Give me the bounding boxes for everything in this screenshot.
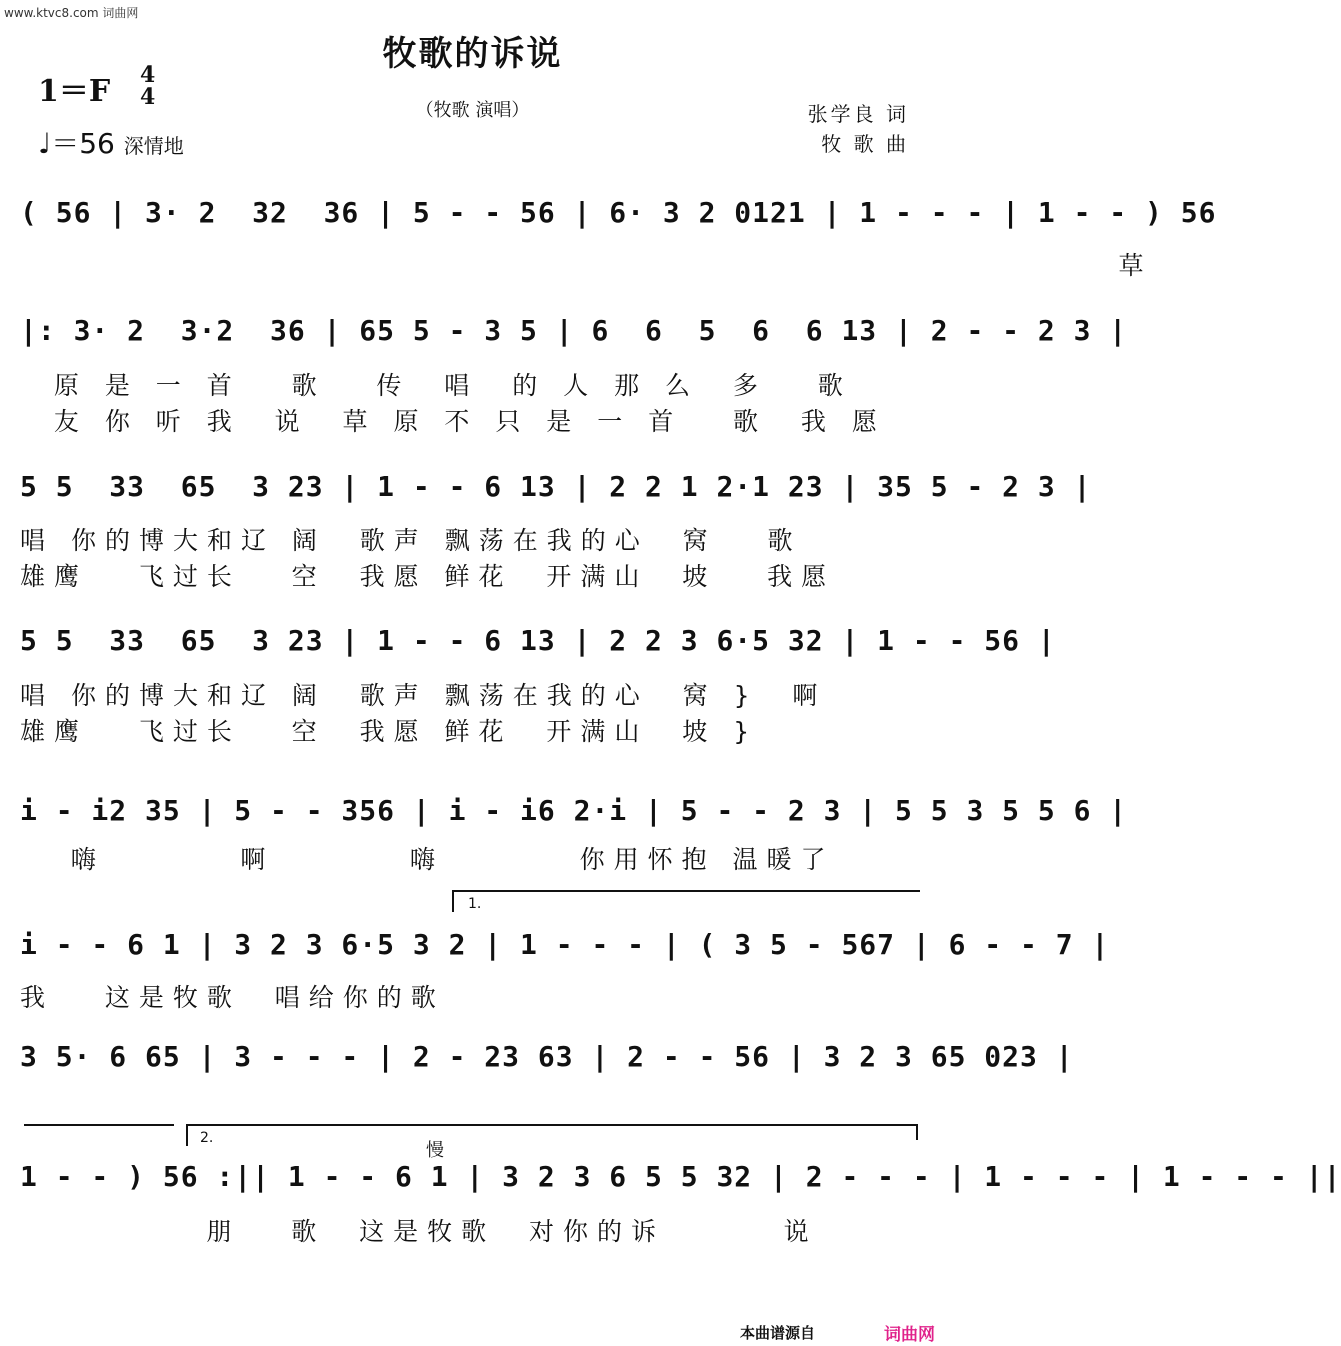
volta-2-hook (186, 1124, 188, 1146)
volta-1-continuation (24, 1124, 174, 1126)
footer-brand-logo[interactable]: 词曲网 (884, 1325, 935, 1345)
tempo-slow-mark: 慢 (426, 1140, 444, 1161)
volta-2-label: 2. (200, 1130, 214, 1146)
composer-credit: 牧 歌 曲 (821, 132, 909, 156)
score-line-2: |: 3· 2 3·2 36 | 65 5 - 3 5 | 6 6 5 6 6 13 | 2 - - 2 3 | (20, 314, 1128, 347)
score-line-5: i - i2 35 | 5 - - 356 | i - i6 2·i | 5 - - 2 3 | 5 5 3 5 5 6 | (20, 794, 1128, 827)
lyric-line-2a: 原 是 一 首 歌 传 唱 的 人 那 么 多 歌 (20, 371, 852, 400)
expression-mark: 深情地 (123, 134, 184, 158)
footer-source: 本曲谱源自 (740, 1324, 816, 1342)
site-watermark: www.ktvc8.com 词曲网 (4, 6, 139, 20)
key-signature: 1＝F (38, 74, 111, 109)
lyric-line-1a: 草 (0, 251, 1153, 280)
volta-2-end-hook (916, 1124, 918, 1140)
time-signature (140, 64, 155, 108)
performer-note: （牧歌 演唱） (415, 100, 530, 121)
lyric-line-3b: 雄鹰 飞过长 空 我愿 鲜花 开满山 坡 我愿 (20, 562, 836, 591)
lyric-line-4b: 雄鹰 飞过长 空 我愿 鲜花 开满山 坡 } (20, 717, 759, 746)
quarter-note-icon: ♩ (38, 127, 52, 160)
lyric-line-4a: 唱 你的博大和辽 阔 歌声 飘荡在我的心 窝 } 啊 (20, 681, 827, 710)
song-title: 牧歌的诉说 (382, 34, 563, 74)
time-top: 4 (140, 62, 156, 88)
volta-1-bracket (452, 890, 920, 892)
score-line-8: 1 - - ) 56 :|| 1 - - 6 1 | 3 2 3 6 5 5 32 | 2 - - - | 1 - - - | 1 - - - || (20, 1160, 1341, 1193)
volta-1-hook (452, 890, 454, 912)
score-line-1: ( 56 | 3· 2 32 36 | 5 - - 56 | 6· 3 2 0121 | 1 - - - | 1 - - ) 56 (20, 196, 1217, 229)
lyric-line-5a: 嗨 啊 嗨 你用怀抱 温暖了 (20, 845, 835, 874)
tempo-value: ＝56 (51, 127, 115, 160)
score-line-6: i - - 6 1 | 3 2 3 6·5 3 2 | 1 - - - | ( 3 5 - 567 | 6 - - 7 | (20, 928, 1110, 961)
score-line-3: 5 5 33 65 3 23 | 1 - - 6 13 | 2 2 1 2·1 23 | 35 5 - 2 3 | (20, 470, 1092, 503)
volta-2-bracket (186, 1124, 918, 1126)
time-bottom: 4 (140, 84, 156, 110)
lyricist-credit: 张学良 词 (807, 102, 909, 126)
tempo-marking (38, 122, 184, 162)
score-line-7: 3 5· 6 65 | 3 - - - | 2 - 23 63 | 2 - - 56 | 3 2 3 65 023 | (20, 1040, 1074, 1073)
lyric-line-3a: 唱 你的博大和辽 阔 歌声 飘荡在我的心 窝 歌 (20, 526, 802, 555)
score-line-4: 5 5 33 65 3 23 | 1 - - 6 13 | 2 2 3 6·5 32 | 1 - - 56 | (20, 624, 1056, 657)
lyric-line-8a: 朋 歌 这是牧歌 对你的诉 说 (20, 1217, 818, 1246)
lyric-line-2b: 友 你 听 我 说 草 原 不 只 是 一 首 歌 我 愿 (20, 407, 886, 436)
lyric-line-6a: 我 这是牧歌 唱给你的歌 (20, 983, 445, 1012)
volta-1-label: 1. (468, 896, 482, 912)
